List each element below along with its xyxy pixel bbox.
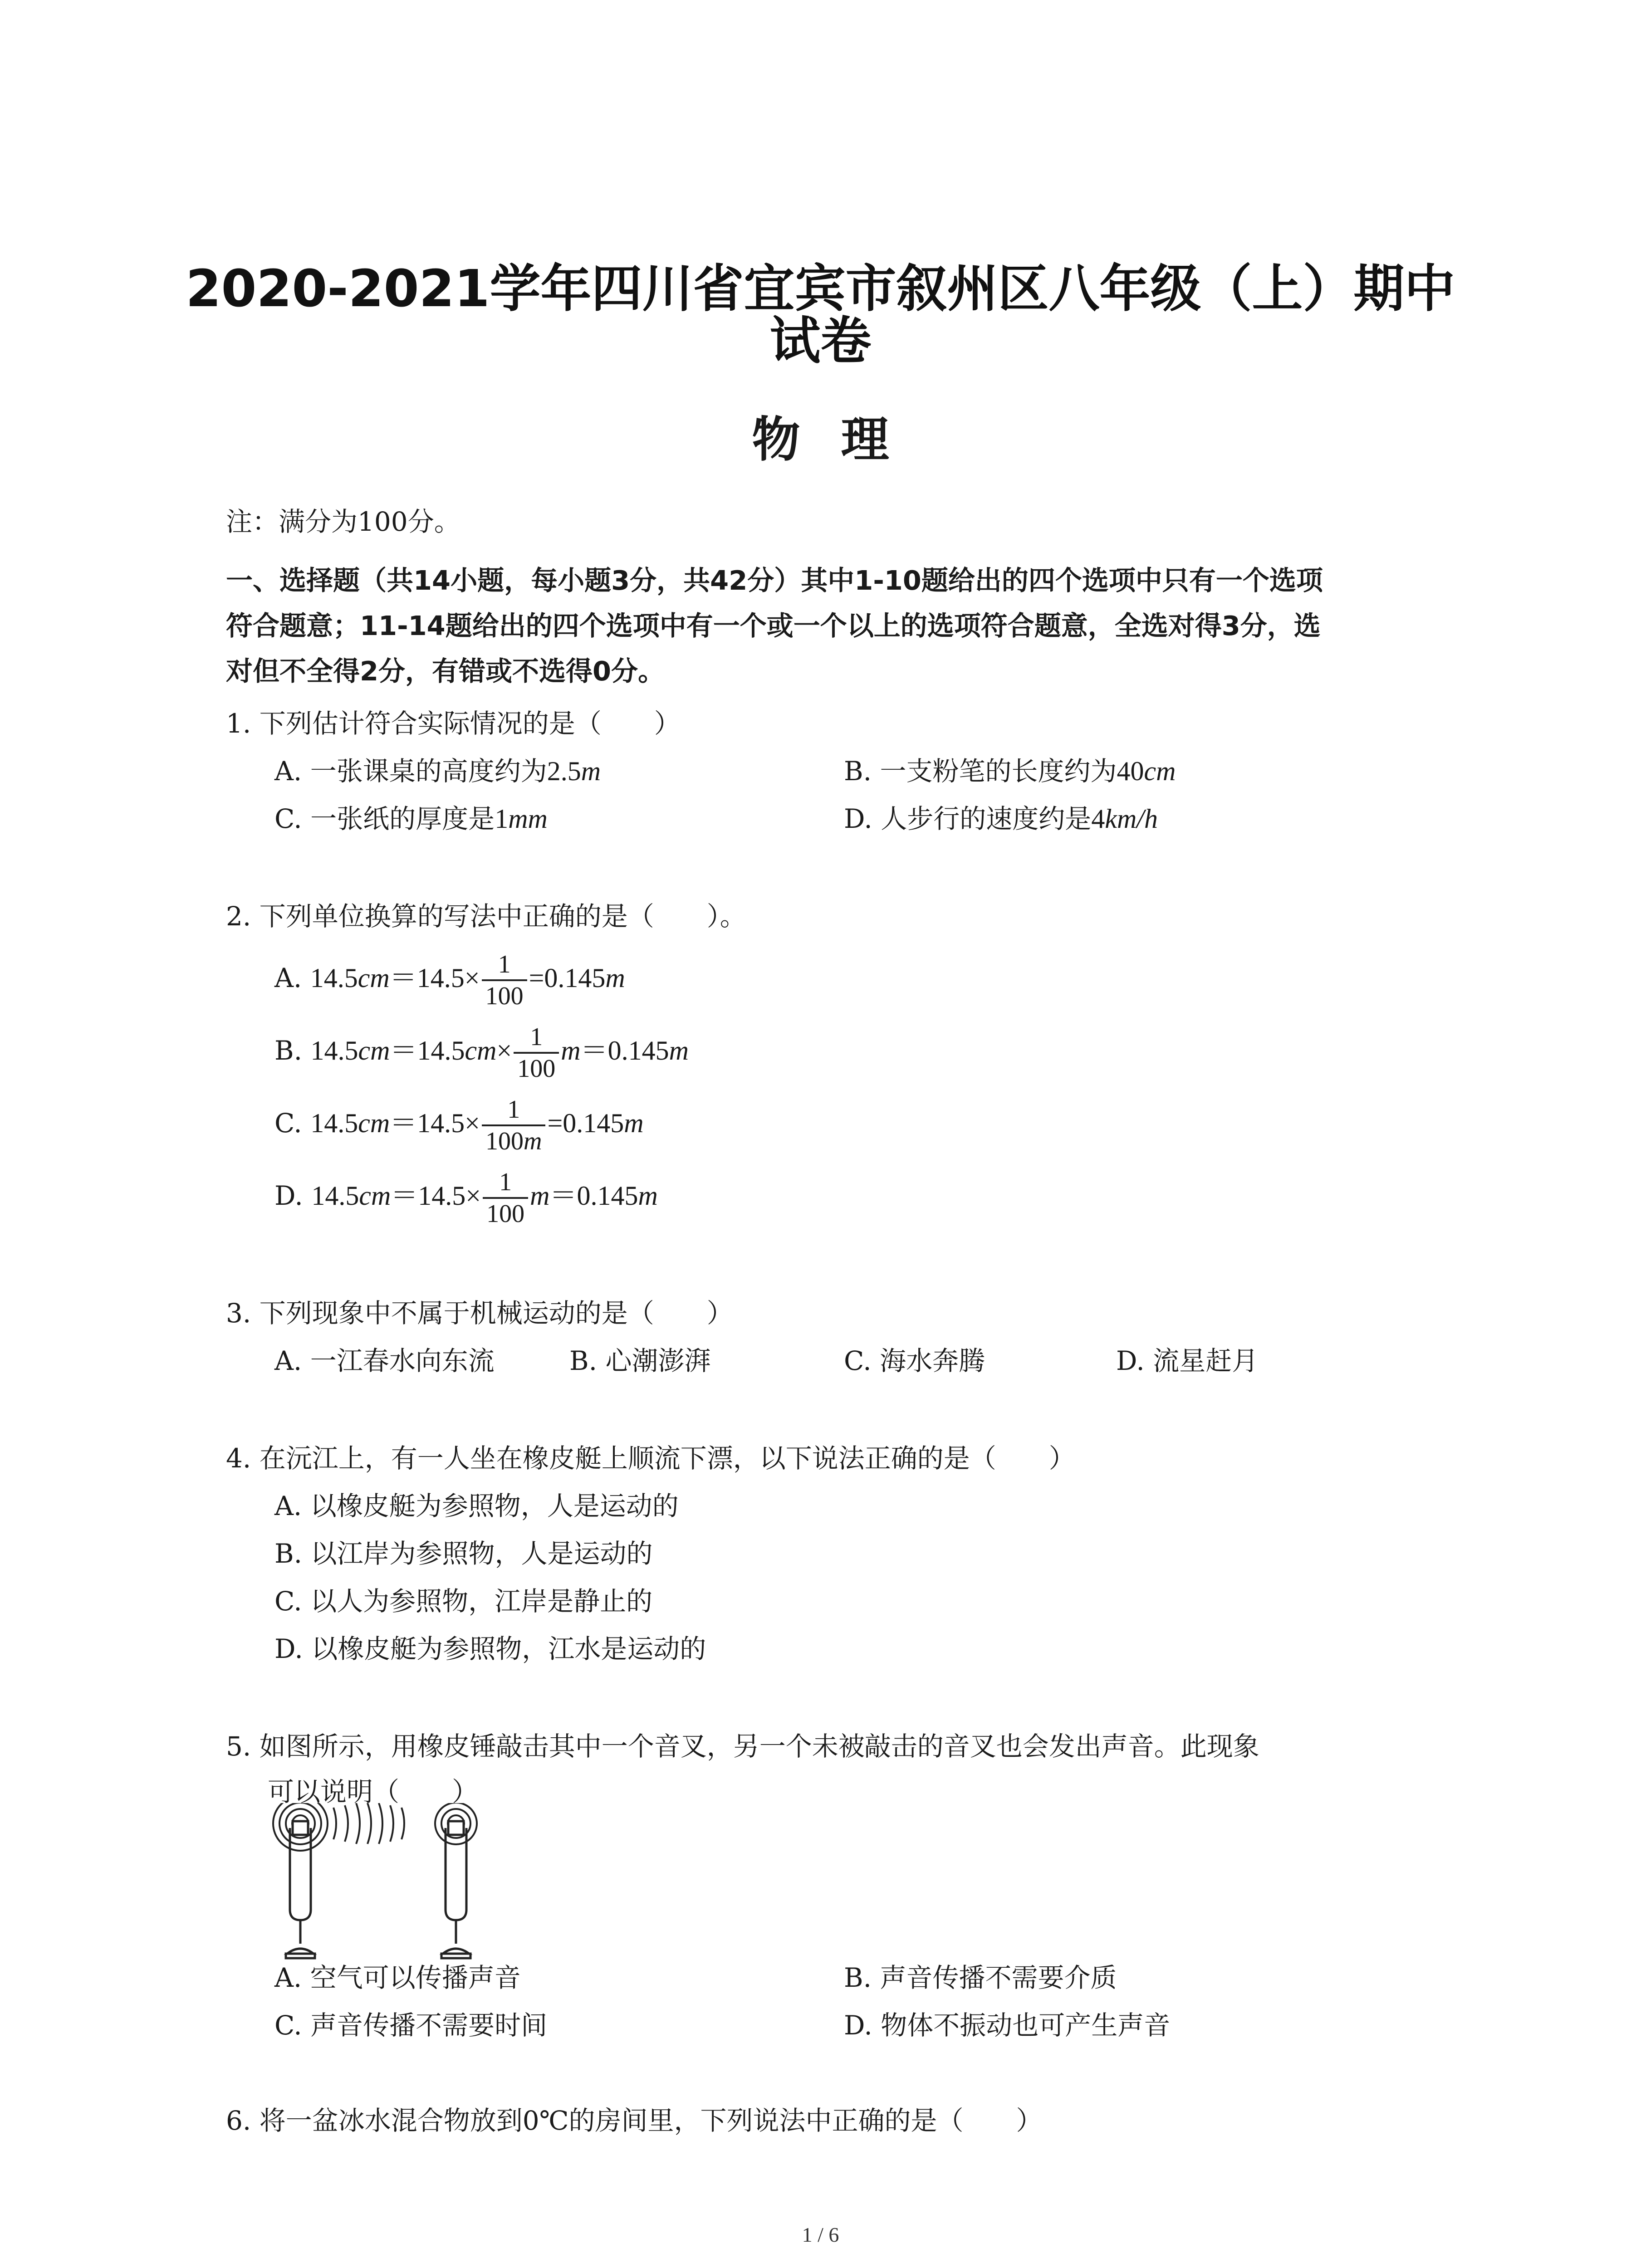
q3-stem: 3. 下列现象中不属于机械运动的是（ ）	[226, 1298, 733, 1329]
q2c-fraction: $\frac{1}{100m}$	[482, 1095, 545, 1156]
q2b-fraction: $\frac{1}{100}$	[514, 1022, 559, 1084]
q1-stem: 1. 下列估计符合实际情况的是（ ）	[226, 708, 681, 739]
q5-option-b: B. 声音传播不需要介质	[844, 1962, 1117, 1993]
q5-option-c: C. 声音传播不需要时间	[274, 2010, 548, 2041]
score-note: 注：满分为100分。	[226, 506, 460, 537]
exam-title-line2: 试卷	[769, 312, 872, 371]
q5-stem-line1: 5. 如图所示，用橡皮锤敲击其中一个音叉，另一个未被敲击的音叉也会发出声音。此现象	[226, 1731, 1259, 1762]
q3-option-d: D. 流星赶月	[1116, 1345, 1259, 1376]
q5-option-d: D. 物体不振动也可产生声音	[844, 2010, 1171, 2041]
q2d-fraction: $\frac{1}{100}$	[483, 1167, 528, 1229]
subject-title: 物理	[752, 412, 930, 468]
section-instructions-line2: 符合题意；11-14题给出的四个选项中有一个或一个以上的选项符合题意，全选对得3分，选	[226, 610, 1321, 641]
q2-option-c: C. 14.5cm＝14.5× $\frac{1}{100m}$ =0.145m	[274, 1095, 644, 1155]
q3-option-c: C. 海水奔腾	[844, 1345, 985, 1376]
section-instructions-line3: 对但不全得2分，有错或不选得0分。	[226, 655, 665, 687]
q4-option-c: C. 以人为参照物，江岸是静止的	[274, 1586, 653, 1617]
q4-option-a: A. 以橡皮艇为参照物，人是运动的	[274, 1491, 679, 1521]
right-tuning-fork	[441, 1821, 470, 1958]
q5-option-a: A. 空气可以传播声音	[274, 1962, 521, 1993]
q4-stem: 4. 在沅江上，有一人坐在橡皮艇上顺流下漂，以下说法正确的是（ ）	[226, 1443, 1075, 1474]
tuning-fork-figure	[261, 1803, 515, 1964]
q4-option-d: D. 以橡皮艇为参照物，江水是运动的	[274, 1633, 706, 1664]
q1-option-b: B. 一支粉笔的长度约为40cm	[844, 756, 1176, 787]
q2-option-b: B. 14.5cm＝14.5cm× $\frac{1}{100}$ m＝0.145m	[274, 1022, 689, 1083]
q2-option-d: D. 14.5cm＝14.5× $\frac{1}{100}$ m＝0.145m	[274, 1168, 658, 1228]
exam-title-line1: 2020-2021学年四川省宜宾市叙州区八年级（上）期中	[186, 259, 1455, 318]
q3-option-b: B. 心潮澎湃	[569, 1345, 711, 1376]
q1-option-d: D. 人步行的速度约是4km/h	[844, 803, 1158, 834]
q5-stem-line2: 可以说明（ ）	[268, 1776, 479, 1807]
q4-option-b: B. 以江岸为参照物，人是运动的	[274, 1538, 653, 1569]
section-instructions-line1: 一、选择题（共14小题，每小题3分，共42分）其中1-10题给出的四个选项中只有一个选项	[226, 565, 1323, 596]
q2-stem: 2. 下列单位换算的写法中正确的是（ ）。	[226, 901, 746, 932]
q6-stem: 6. 将一盆冰水混合物放到0℃的房间里，下列说法中正确的是（ ）	[226, 2105, 1043, 2136]
q1-option-a: A. 一张课桌的高度约为2.5m	[274, 756, 601, 787]
q3-option-a: A. 一江春水向东流	[274, 1345, 495, 1376]
q2a-fraction: $\frac{1}{100}$	[482, 949, 527, 1011]
q2-option-a: A. 14.5cm＝14.5× $\frac{1}{100}$ =0.145m	[274, 950, 625, 1010]
q1-option-c: C. 一张纸的厚度是1mm	[274, 803, 548, 834]
page-number: 1 / 6	[802, 2223, 839, 2246]
left-tuning-fork	[286, 1821, 315, 1958]
